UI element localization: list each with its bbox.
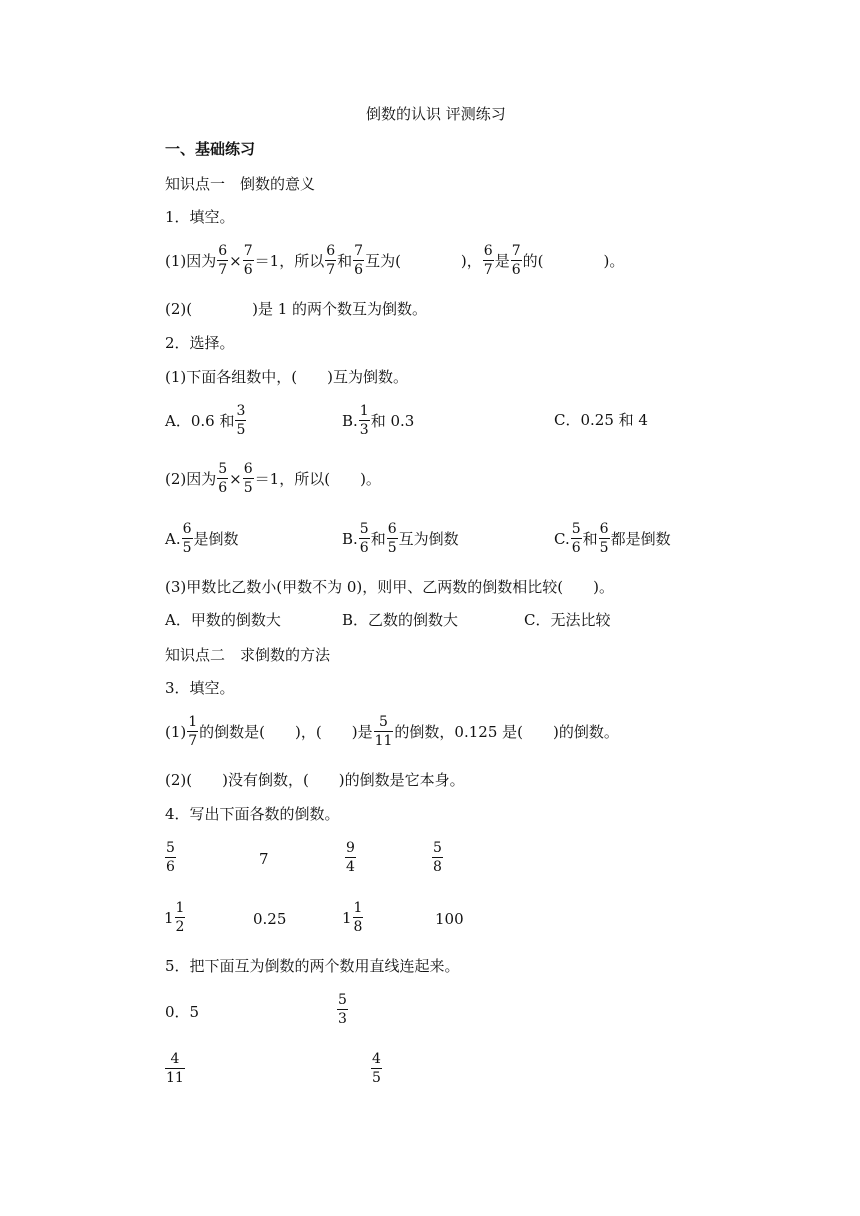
question-5-label: 5．把下面互为倒数的两个数用直线连起来。 [165, 957, 460, 975]
fraction: $\frac{6}{7}$ [326, 243, 336, 278]
fraction: $\frac{5}{6}$ [359, 521, 369, 556]
fraction: $\frac{4}{5}$ [372, 1051, 381, 1086]
question-1-part-1: (1)因为 $\frac{6}{7}$ × $\frac{7}{6}$ ＝1，所以 $\frac{6}{7}$ 和 $\frac{7}{6}$ 互为( )， $\frac{6}{7}$ 是 $\frac{7}{6}$ 的( )。 [165, 243, 625, 278]
fraction: $\frac{7}{6}$ [511, 243, 521, 278]
fraction: $\frac{1}{2}$ [175, 900, 185, 935]
number-item: 1 $\frac{1}{8}$ [342, 900, 363, 935]
fraction: $\frac{5}{6}$ [166, 840, 175, 875]
knowledge-point-1: 知识点一 倒数的意义 [165, 175, 316, 193]
question-1-part-2: (2)( )是 1 的两个数互为倒数。 [165, 300, 428, 318]
fraction: $\frac{5}{8}$ [433, 840, 442, 875]
question-2-part-2: (2)因为 $\frac{5}{6}$ × $\frac{6}{5}$ ＝1，所以( )。 [165, 461, 381, 496]
fraction: $\frac{5}{3}$ [338, 992, 347, 1027]
option-a: A．0.6 和 $\frac{3}{5}$ [165, 403, 246, 438]
number-item [344, 841, 357, 874]
fraction: $\frac{6}{5}$ [182, 521, 192, 556]
fraction: $\frac{1}{8}$ [353, 900, 363, 935]
question-4-label: 4．写出下面各数的倒数。 [165, 805, 340, 823]
match-left-2 [164, 1052, 186, 1085]
fraction: $\frac{1}{3}$ [359, 403, 369, 438]
match-left-1: 0．5 [165, 1003, 200, 1021]
fraction: $\frac{6}{7}$ [483, 243, 493, 278]
number-item: 100 [435, 910, 464, 928]
fraction: $\frac{1}{7}$ [188, 714, 198, 749]
fraction: $\frac{3}{5}$ [236, 403, 246, 438]
fraction: $\frac{5}{11}$ [374, 714, 393, 749]
question-3-label: 3．填空。 [165, 679, 235, 697]
fraction: $\frac{9}{4}$ [346, 840, 355, 875]
question-2-part-1: (1)下面各组数中，( )互为倒数。 [165, 368, 408, 386]
fraction: $\frac{5}{6}$ [218, 461, 228, 496]
match-right-2 [370, 1052, 383, 1085]
option-b: B. $\frac{1}{3}$ 和 0.3 [342, 403, 415, 438]
section-heading: 一、基础练习 [165, 140, 256, 158]
number-item: 7 [259, 850, 269, 868]
fraction: $\frac{4}{11}$ [166, 1051, 184, 1086]
option-b: B．乙数的倒数大 [342, 611, 459, 629]
fraction: $\frac{6}{5}$ [599, 521, 609, 556]
fraction: $\frac{6}{7}$ [218, 243, 228, 278]
knowledge-point-2: 知识点二 求倒数的方法 [165, 646, 331, 664]
fraction: $\frac{6}{5}$ [243, 461, 253, 496]
number-item [431, 841, 444, 874]
number-item: 1 $\frac{1}{2}$ [164, 900, 185, 935]
match-right-1 [336, 993, 349, 1026]
option-c: C. $\frac{5}{6}$ 和 $\frac{6}{5}$ 都是倒数 [554, 521, 671, 556]
question-1-label: 1．填空。 [165, 208, 235, 226]
fraction: $\frac{7}{6}$ [354, 243, 364, 278]
option-c: C．无法比较 [524, 611, 611, 629]
question-3-part-2: (2)( )没有倒数，( )的倒数是它本身。 [165, 771, 465, 789]
number-item [164, 841, 177, 874]
fraction: $\frac{6}{5}$ [387, 521, 397, 556]
number-item: 0.25 [253, 910, 287, 928]
option-a: A．甲数的倒数大 [165, 611, 281, 629]
question-2-part-3: (3)甲数比乙数小(甲数不为 0)，则甲、乙两数的倒数相比较( )。 [165, 578, 614, 596]
question-3-part-1: (1) $\frac{1}{7}$ 的倒数是( )，( )是 $\frac{5}{11}$ 的倒数，0.125 是( )的倒数。 [165, 714, 619, 749]
fraction: $\frac{5}{6}$ [571, 521, 581, 556]
option-a: A. $\frac{6}{5}$ 是倒数 [165, 521, 239, 556]
page-title: 倒数的认识 评测练习 [366, 105, 506, 123]
question-2-label: 2．选择。 [165, 334, 235, 352]
fraction: $\frac{7}{6}$ [243, 243, 253, 278]
option-c: C．0.25 和 4 [554, 411, 648, 429]
option-b: B. $\frac{5}{6}$ 和 $\frac{6}{5}$ 互为倒数 [342, 521, 459, 556]
